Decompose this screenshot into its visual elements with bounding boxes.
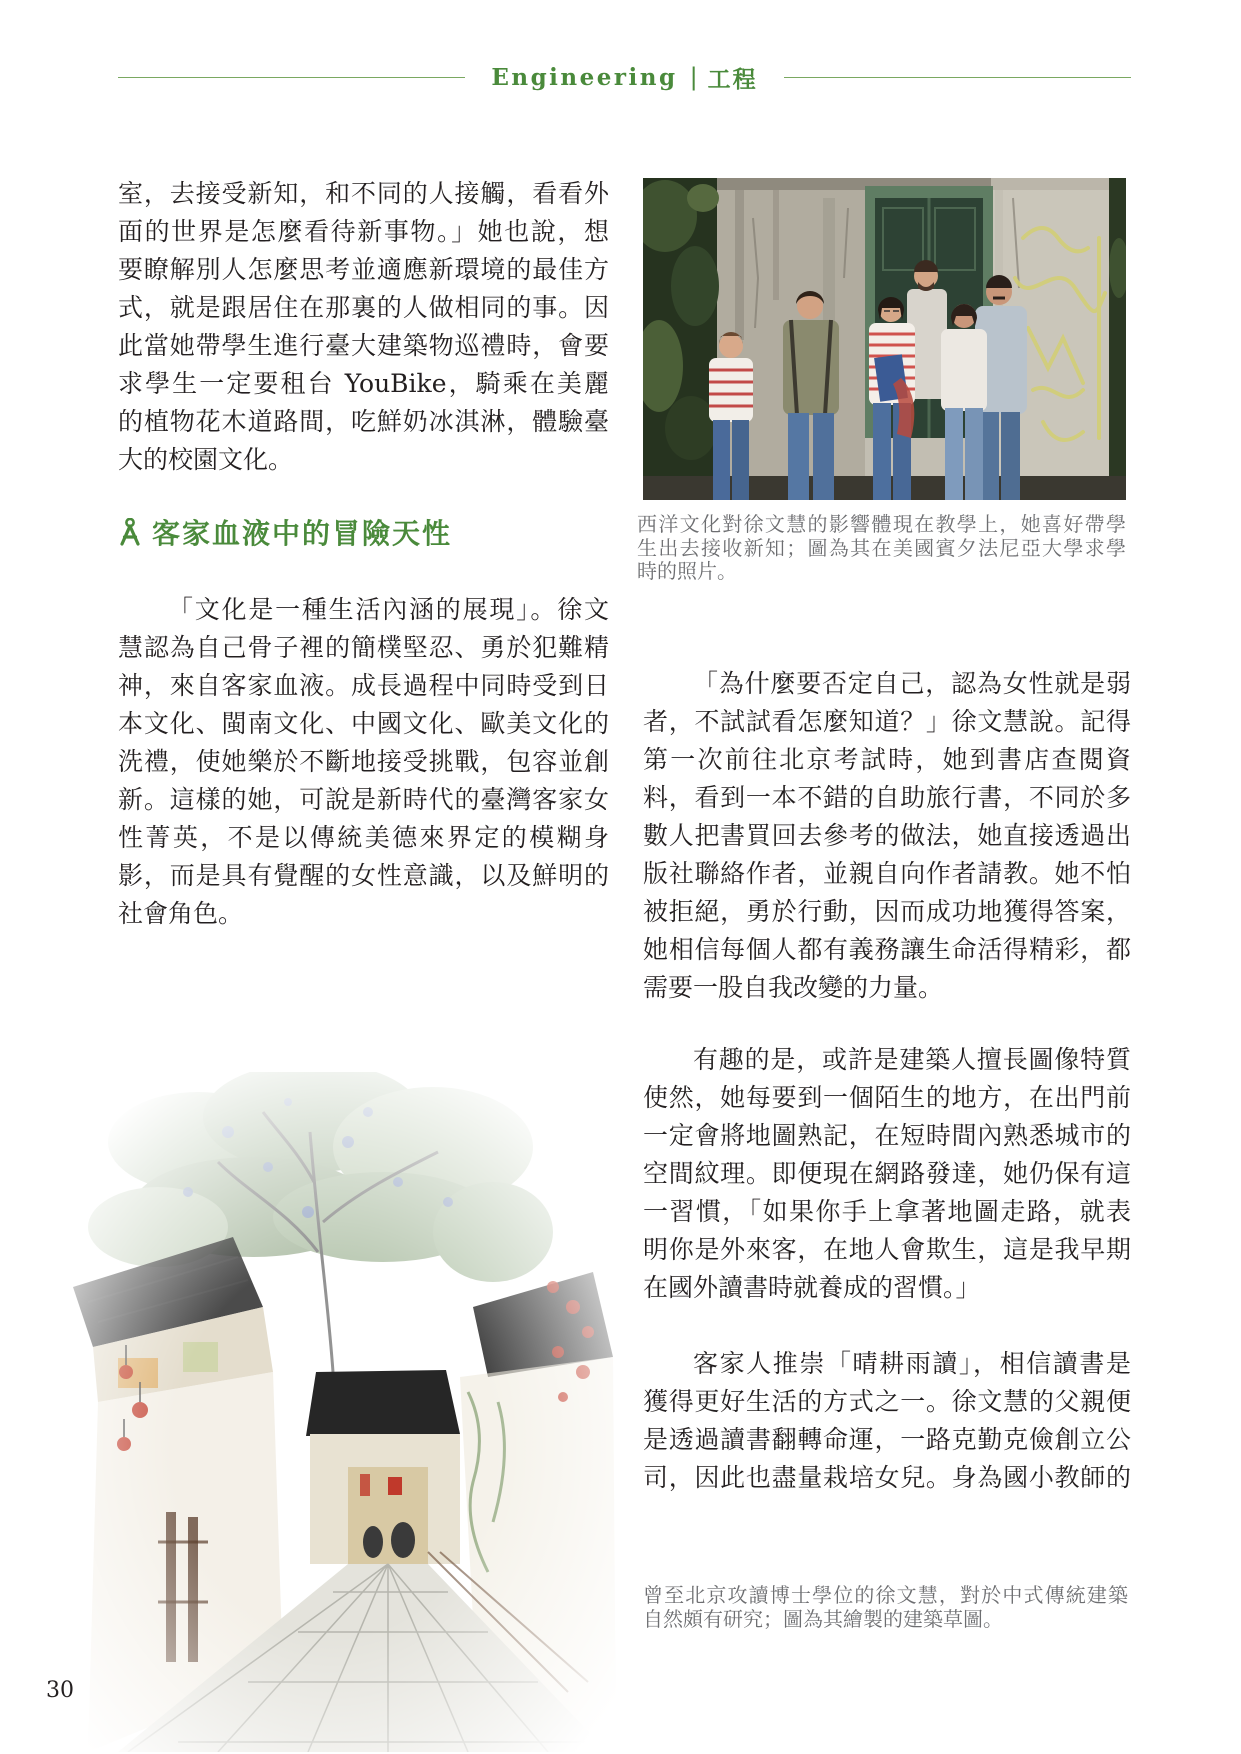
body-text-line: 數人把書買回去參考的做法，她直接透過出 (643, 821, 1131, 850)
body-text-line: 料，看到一本不錯的自助旅行書，不同於多 (643, 783, 1131, 812)
article-paragraph (643, 1345, 1131, 1497)
body-text-line: 此當她帶學生進行臺大建築物巡禮時，會要 (118, 331, 609, 360)
foliage-right (1109, 178, 1126, 500)
body-text-line: 被拒絕，勇於行動，因而成功地獲得答案， (643, 897, 1131, 926)
body-text-line: 客家人推崇「晴耕雨讀」，相信讀書是 (693, 1349, 1131, 1378)
header-rule-right (784, 77, 1131, 78)
article-paragraph (643, 1041, 1131, 1307)
section-heading-text: 客家血液中的冒險天性 (152, 517, 453, 550)
body-text-line: 「文化是一種生活內涵的展現」。徐文 (168, 595, 609, 624)
body-text-line: 求學生一定要租台 YouBike，騎乘在美麗 (118, 369, 609, 398)
architecture-sketch (48, 1072, 620, 1752)
body-text-line: 性菁英，不是以傳統美德來界定的模糊身 (118, 823, 609, 852)
body-text-line: 司，因此也盡量栽培女兒。身為國小教師的 (643, 1463, 1131, 1492)
body-text-line: 獲得更好生活的方式之一。徐文慧的父親便 (643, 1387, 1131, 1416)
body-text-line: 者，不試試看怎麼知道？」徐文慧說。記得 (643, 707, 1131, 736)
page-number: 30 (46, 1678, 74, 1703)
body-text-line: 在國外讀書時就養成的習慣。」 (643, 1273, 981, 1302)
foliage-left (643, 178, 719, 500)
body-text-line: 大的校園文化。 (118, 445, 294, 474)
body-text-line: 一習慣，「如果你手上拿著地圖走路，就表 (643, 1197, 1131, 1226)
body-text-line: 式，就是跟居住在那裏的人做相同的事。因 (118, 293, 609, 322)
body-text-line: 一定會將地圖熟記，在短時間內熟悉城市的 (643, 1121, 1131, 1150)
body-text-line: 第一次前往北京考試時，她到書店查閱資 (643, 745, 1131, 774)
caption-line: 自然頗有研究；圖為其繪製的建築草圖。 (643, 1607, 1003, 1631)
article-paragraph (643, 665, 1131, 1007)
article-paragraph (118, 591, 609, 933)
body-text-line: 使然，她每要到一個陌生的地方，在出門前 (643, 1083, 1131, 1112)
compass-figure-icon (118, 518, 142, 546)
section-label (465, 61, 783, 94)
caption-line: 時的照片。 (637, 560, 737, 583)
section-label-chinese: 工程 (707, 66, 758, 93)
body-text-line: 影，而是具有覺醒的女性意識，以及鮮明的 (118, 861, 609, 890)
header-rule-left (118, 77, 465, 78)
body-text-line: 她相信每個人都有義務讓生命活得精彩，都 (643, 935, 1131, 964)
section-label-english: Engineering (491, 63, 678, 91)
body-text-line: 需要一股自我改變的力量。 (643, 973, 944, 1002)
section-heading (118, 512, 452, 552)
body-text-line: 社會角色。 (118, 899, 244, 928)
body-text-line: 新。這樣的她，可說是新時代的臺灣客家女 (118, 785, 609, 814)
body-text-line: 慧認為自己骨子裡的簡樸堅忍、勇於犯難精 (118, 633, 609, 662)
group-portrait-photo (643, 178, 1126, 500)
body-text-line: 明你是外來客，在地人會欺生，這是我早期 (643, 1235, 1131, 1264)
body-text-line: 要瞭解別人怎麼思考並適應新環境的最佳方 (118, 255, 609, 284)
body-text-line: 有趣的是，或許是建築人擅長圖像特質 (693, 1045, 1131, 1074)
body-text-line: 神，來自客家血液。成長過程中同時受到日 (118, 671, 609, 700)
body-text-line: 版社聯絡作者，並親自向作者請教。她不怕 (643, 859, 1131, 888)
body-text-line: 面的世界是怎麼看待新事物。」她也說，想 (118, 217, 609, 246)
body-text-line: 本文化、閩南文化、中國文化、歐美文化的 (118, 709, 609, 738)
page-header (118, 60, 1131, 94)
body-text-line: 洗禮，使她樂於不斷地接受挑戰，包容並創 (118, 747, 609, 776)
caption-line: 曾至北京攻讀博士學位的徐文慧，對於中式傳統建築 (643, 1584, 1128, 1607)
sketch-caption (643, 1584, 1128, 1631)
body-text-line: 「為什麼要否定自己，認為女性就是弱 (693, 669, 1131, 698)
body-text-line: 空間紋理。即便現在網路發達，她仍保有這 (643, 1159, 1131, 1188)
body-text-line: 是透過讀書翻轉命運，一路克勤克儉創立公 (643, 1425, 1131, 1454)
body-text-line: 室，去接受新知，和不同的人接觸，看看外 (118, 179, 609, 208)
caption-line: 生出去接收新知；圖為其在美國賓夕法尼亞大學求學 (637, 536, 1126, 560)
section-label-divider: | (689, 63, 698, 91)
article-paragraph (118, 175, 609, 479)
photo-caption (637, 513, 1126, 584)
body-text-line: 的植物花木道路間，吃鮮奶冰淇淋，體驗臺 (118, 407, 609, 436)
caption-line: 西洋文化對徐文慧的影響體現在教學上，她喜好帶學 (637, 513, 1126, 536)
